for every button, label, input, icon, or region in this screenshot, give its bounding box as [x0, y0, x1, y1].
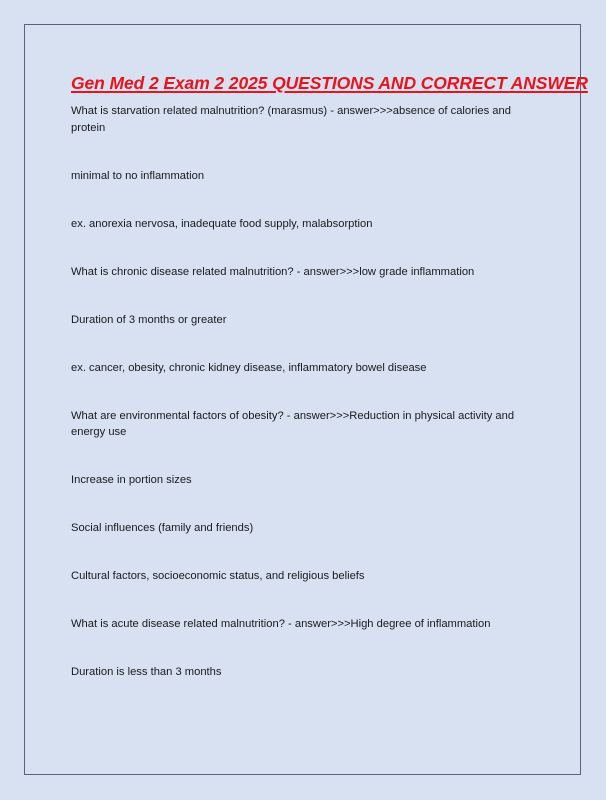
question-starvation-malnutrition: What is starvation related malnutrition? (marasmus) - answer>>>absence of calories and protein — [71, 105, 511, 134]
answer-line: Duration is less than 3 months — [71, 666, 222, 678]
question-chronic-malnutrition: What is chronic disease related malnutrition? - answer>>>low grade inflammation — [71, 265, 475, 278]
answer-line: Duration of 3 months or greater — [71, 313, 227, 326]
question-acute-malnutrition: What is acute disease related malnutrition? - answer>>>High degree of inflammation — [71, 618, 491, 630]
answer-line: Increase in portion sizes — [71, 474, 192, 486]
answer-line: ex. cancer, obesity, chronic kidney disease, inflammatory bowel disease — [71, 361, 427, 374]
document-title: Gen Med 2 Exam 2 2025 QUESTIONS AND CORRECT ANSWER — [71, 73, 588, 93]
answer-line: Cultural factors, socioeconomic status, and religious beliefs — [71, 570, 365, 582]
question-obesity-factors: What are environmental factors of obesity? - answer>>>Reduction in physical activity and energy use — [71, 409, 515, 438]
answer-line: Social influences (family and friends) — [71, 522, 254, 534]
answer-line: minimal to no inflammation — [71, 169, 205, 182]
document-body — [71, 103, 521, 681]
answer-line: ex. anorexia nervosa, inadequate food supply, malabsorption — [71, 217, 373, 230]
